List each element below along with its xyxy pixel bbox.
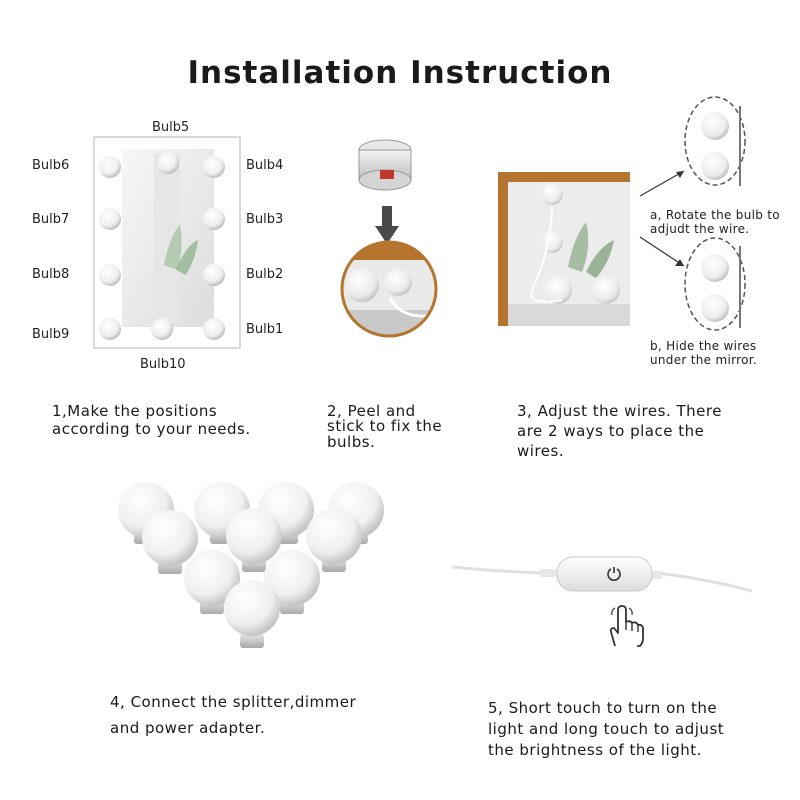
- stick-bulb-closeup: [340, 240, 438, 338]
- option-a-line1: a, Rotate the bulb to: [650, 208, 780, 222]
- step5-caption-line2: light and long touch to adjust: [488, 720, 725, 738]
- bulb-7: [98, 207, 122, 231]
- option-b-line1: b, Hide the wires: [650, 339, 757, 353]
- bulb-3: [202, 207, 226, 231]
- bulb7-label: Bulb7: [32, 212, 70, 227]
- step2-caption-line1: 2, Peel and: [327, 402, 416, 420]
- dimmer-switch-illustration: [452, 545, 752, 605]
- bulb5-label: Bulb5: [152, 120, 190, 135]
- step2-caption-line3: bulbs.: [327, 433, 376, 451]
- step1-caption-line1: 1,Make the positions: [52, 402, 218, 420]
- bulb2-label: Bulb2: [246, 267, 284, 282]
- tap-hand-icon: [601, 602, 647, 648]
- option-a-line2: adjudt the wire.: [650, 222, 750, 236]
- bulb-2: [202, 263, 226, 287]
- bulb-6: [98, 155, 122, 179]
- step3-caption-line3: wires.: [517, 442, 565, 460]
- step3-caption-line2: are 2 ways to place the: [517, 422, 705, 440]
- mirror-corner-illustration: [498, 172, 630, 326]
- step4-caption-line2: and power adapter.: [110, 719, 266, 737]
- step5-caption-line1: 5, Short touch to turn on the: [488, 699, 718, 717]
- bulb4-label: Bulb4: [246, 158, 284, 173]
- bulb-9: [98, 317, 122, 341]
- option-b-callout: [630, 232, 750, 340]
- step1-caption-line2: according to your needs.: [52, 420, 251, 438]
- step2-caption-line2: stick to fix the: [327, 417, 443, 435]
- bulb8-label: Bulb8: [32, 267, 70, 282]
- step5-caption-line3: the brightness of the light.: [488, 741, 702, 759]
- down-arrow-icon: [375, 206, 399, 244]
- bulb-8: [98, 263, 122, 287]
- bulb-5: [156, 151, 180, 175]
- step3-caption-line1: 3, Adjust the wires. There: [517, 402, 722, 420]
- option-b-line2: under the mirror.: [650, 353, 757, 367]
- step4-caption-line1: 4, Connect the splitter,dimmer: [110, 693, 357, 711]
- bulb-1: [202, 317, 226, 341]
- bulb-base-illustration: [352, 136, 418, 198]
- bulb6-label: Bulb6: [32, 158, 70, 173]
- bulb9-label: Bulb9: [32, 327, 70, 342]
- bulb3-label: Bulb3: [246, 212, 284, 227]
- bulb-4: [202, 155, 226, 179]
- power-icon[interactable]: [606, 565, 622, 581]
- bulbs-group-illustration: [110, 478, 400, 650]
- bulb1-label: Bulb1: [246, 322, 284, 337]
- page-title: Installation Instruction: [187, 55, 613, 91]
- option-a-callout: [630, 96, 750, 204]
- bulb-10: [150, 317, 174, 341]
- bulb10-label: Bulb10: [140, 357, 186, 372]
